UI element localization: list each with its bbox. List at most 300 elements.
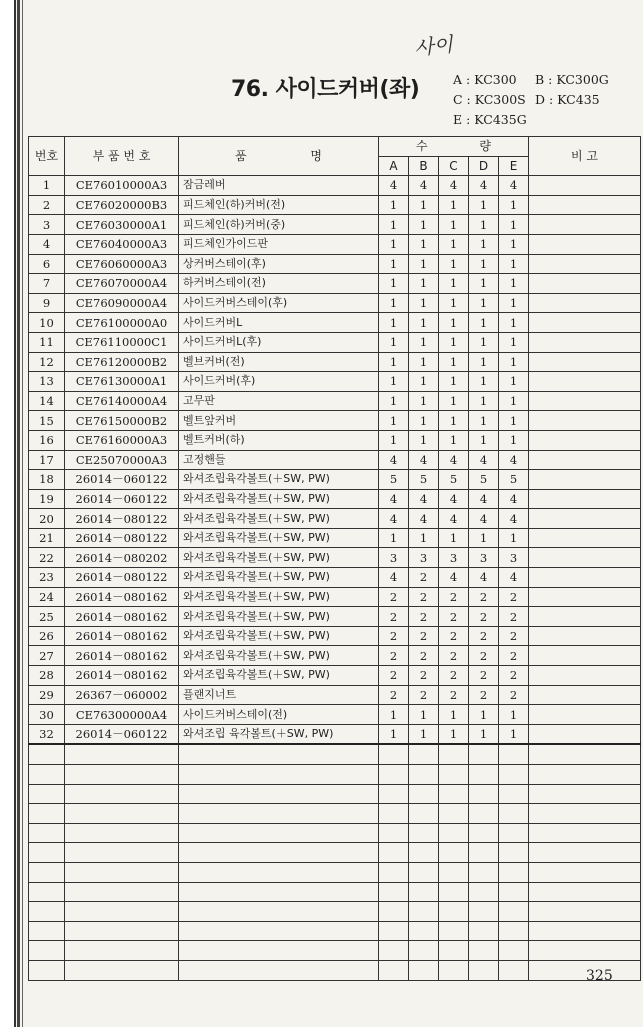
quantity-cell: 5 (499, 470, 529, 490)
empty-cell (179, 921, 379, 941)
table-row (29, 666, 641, 686)
empty-cell (65, 765, 179, 785)
empty-cell (409, 882, 439, 902)
empty-cell (529, 902, 641, 922)
parts-table-body (29, 176, 641, 980)
quantity-cell: 4 (379, 176, 409, 196)
table-row (29, 587, 641, 607)
remarks-cell (529, 293, 641, 313)
table-row (29, 411, 641, 431)
table-row (29, 313, 641, 333)
empty-cell (529, 843, 641, 863)
empty-row (29, 960, 641, 980)
header-qty-col: A (379, 156, 409, 176)
quantity-cell: 1 (499, 430, 529, 450)
row-number: 21 (29, 528, 65, 548)
table-row (29, 607, 641, 627)
empty-cell (409, 823, 439, 843)
quantity-cell: 2 (409, 587, 439, 607)
quantity-cell: 2 (439, 666, 469, 686)
quantity-cell: 2 (409, 685, 439, 705)
row-number: 6 (29, 254, 65, 274)
part-number: CE76020000B3 (65, 195, 179, 215)
empty-cell (379, 902, 409, 922)
empty-cell (439, 960, 469, 980)
part-name: 벨브커버(전) (179, 352, 379, 372)
empty-cell (179, 960, 379, 980)
part-number: 26014－080162 (65, 626, 179, 646)
quantity-cell: 4 (439, 568, 469, 588)
header-qty-col: B (409, 156, 439, 176)
quantity-cell: 1 (439, 430, 469, 450)
empty-cell (469, 882, 499, 902)
quantity-cell: 5 (409, 470, 439, 490)
empty-cell (469, 921, 499, 941)
quantity-cell: 1 (409, 391, 439, 411)
binding-edge (0, 0, 16, 1027)
remarks-cell (529, 548, 641, 568)
empty-cell (29, 902, 65, 922)
table-row (29, 450, 641, 470)
table-row (29, 332, 641, 352)
empty-cell (29, 823, 65, 843)
header-name (179, 137, 379, 176)
empty-cell (65, 941, 179, 961)
quantity-cell: 2 (499, 666, 529, 686)
row-number: 9 (29, 293, 65, 313)
table-row (29, 646, 641, 666)
empty-cell (409, 862, 439, 882)
empty-cell (469, 823, 499, 843)
quantity-cell: 4 (409, 450, 439, 470)
quantity-cell: 4 (439, 509, 469, 529)
empty-row (29, 902, 641, 922)
quantity-cell: 1 (379, 724, 409, 744)
table-row (29, 372, 641, 392)
header-no: 번호 (29, 137, 65, 176)
empty-cell (499, 765, 529, 785)
part-number: CE76030000A1 (65, 215, 179, 235)
row-number: 14 (29, 391, 65, 411)
quantity-cell: 2 (499, 587, 529, 607)
quantity-cell: 4 (439, 489, 469, 509)
table-row (29, 705, 641, 725)
part-name: 와셔조립육각볼트(＋SW, PW) (179, 626, 379, 646)
table-row (29, 528, 641, 548)
quantity-cell: 1 (409, 195, 439, 215)
row-number: 29 (29, 685, 65, 705)
table-row (29, 234, 641, 254)
remarks-cell (529, 528, 641, 548)
remarks-cell (529, 234, 641, 254)
remarks-cell (529, 352, 641, 372)
quantity-cell: 1 (409, 215, 439, 235)
quantity-cell: 1 (469, 430, 499, 450)
quantity-cell: 4 (499, 509, 529, 529)
table-row (29, 724, 641, 744)
empty-cell (65, 882, 179, 902)
quantity-cell: 2 (439, 685, 469, 705)
quantity-cell: 1 (469, 391, 499, 411)
remarks-cell (529, 587, 641, 607)
quantity-cell: 1 (439, 705, 469, 725)
remarks-cell (529, 724, 641, 744)
quantity-cell: 1 (469, 724, 499, 744)
quantity-cell: 1 (499, 705, 529, 725)
part-name: 와셔조립육각볼트(＋SW, PW) (179, 528, 379, 548)
header-qty-col: E (499, 156, 529, 176)
empty-cell (439, 882, 469, 902)
quantity-cell: 3 (379, 548, 409, 568)
page-number: 325 (586, 968, 613, 984)
table-row (29, 568, 641, 588)
quantity-cell: 1 (379, 430, 409, 450)
empty-cell (499, 843, 529, 863)
quantity-cell: 4 (409, 176, 439, 196)
quantity-cell: 1 (409, 705, 439, 725)
empty-cell (529, 804, 641, 824)
table-row (29, 509, 641, 529)
part-name: 피드체인(하)커버(전) (179, 195, 379, 215)
empty-cell (529, 765, 641, 785)
quantity-cell: 3 (439, 548, 469, 568)
empty-cell (29, 960, 65, 980)
part-name: 사이드커버스테이(전) (179, 705, 379, 725)
quantity-cell: 1 (439, 254, 469, 274)
empty-cell (29, 765, 65, 785)
quantity-cell: 4 (499, 489, 529, 509)
empty-cell (179, 862, 379, 882)
empty-cell (65, 862, 179, 882)
quantity-cell: 2 (409, 568, 439, 588)
remarks-cell (529, 372, 641, 392)
quantity-cell: 4 (469, 568, 499, 588)
quantity-cell: 2 (409, 626, 439, 646)
part-number: CE76160000A3 (65, 430, 179, 450)
part-number: CE76100000A0 (65, 313, 179, 333)
header-qty-1: 수 (415, 139, 428, 154)
quantity-cell: 1 (499, 195, 529, 215)
quantity-cell: 4 (409, 509, 439, 529)
part-name: 상커버스테이(후) (179, 254, 379, 274)
empty-cell (179, 784, 379, 804)
quantity-cell: 4 (469, 176, 499, 196)
quantity-cell: 4 (379, 489, 409, 509)
handwritten-note: 사이 (413, 32, 454, 60)
parts-table (28, 136, 641, 981)
header-name-1: 품 (234, 149, 247, 164)
row-number: 25 (29, 607, 65, 627)
empty-row (29, 843, 641, 863)
part-number: 26014－060122 (65, 724, 179, 744)
quantity-cell: 1 (409, 313, 439, 333)
empty-cell (65, 902, 179, 922)
remarks-cell (529, 470, 641, 490)
quantity-cell: 1 (469, 411, 499, 431)
part-name: 와셔조립육각볼트(＋SW, PW) (179, 646, 379, 666)
quantity-cell: 1 (469, 234, 499, 254)
empty-cell (379, 882, 409, 902)
part-name: 와셔조립육각볼트(＋SW, PW) (179, 587, 379, 607)
empty-cell (439, 784, 469, 804)
quantity-cell: 1 (469, 293, 499, 313)
quantity-cell: 1 (379, 234, 409, 254)
model-e: E : KC435G (453, 112, 527, 127)
empty-cell (469, 804, 499, 824)
quantity-cell: 1 (409, 372, 439, 392)
quantity-cell: 1 (469, 215, 499, 235)
quantity-cell: 2 (379, 607, 409, 627)
remarks-cell (529, 509, 641, 529)
part-name: 와셔조립육각볼트(＋SW, PW) (179, 489, 379, 509)
part-name: 와셔조립육각볼트(＋SW, PW) (179, 470, 379, 490)
table-row (29, 470, 641, 490)
quantity-cell: 1 (379, 411, 409, 431)
part-name: 피드체인(하)커버(중) (179, 215, 379, 235)
part-name: 벨트커버(하) (179, 430, 379, 450)
quantity-cell: 1 (499, 724, 529, 744)
empty-cell (499, 941, 529, 961)
quantity-cell: 4 (469, 450, 499, 470)
row-number: 28 (29, 666, 65, 686)
part-name: 고무판 (179, 391, 379, 411)
empty-cell (179, 882, 379, 902)
quantity-cell: 2 (439, 607, 469, 627)
part-number: CE76120000B2 (65, 352, 179, 372)
row-number: 17 (29, 450, 65, 470)
quantity-cell: 1 (379, 705, 409, 725)
header-qty-2: 량 (479, 139, 491, 154)
header-qty-col: C (439, 156, 469, 176)
empty-row (29, 921, 641, 941)
remarks-cell (529, 646, 641, 666)
row-number: 7 (29, 274, 65, 294)
remarks-cell (529, 450, 641, 470)
remarks-cell (529, 666, 641, 686)
table-row (29, 195, 641, 215)
empty-cell (409, 804, 439, 824)
model-c: C : KC300S (453, 92, 526, 107)
empty-cell (499, 804, 529, 824)
empty-cell (179, 843, 379, 863)
table-row (29, 352, 641, 372)
quantity-cell: 1 (499, 332, 529, 352)
quantity-cell: 1 (379, 313, 409, 333)
table-row (29, 254, 641, 274)
binding-line (17, 0, 20, 1027)
quantity-cell: 1 (409, 234, 439, 254)
table-row (29, 685, 641, 705)
empty-cell (439, 921, 469, 941)
part-name: 잠금레버 (179, 176, 379, 196)
empty-cell (179, 765, 379, 785)
empty-cell (439, 902, 469, 922)
part-number: CE76130000A1 (65, 372, 179, 392)
table-row (29, 489, 641, 509)
remarks-cell (529, 607, 641, 627)
quantity-cell: 2 (409, 607, 439, 627)
quantity-cell: 1 (439, 234, 469, 254)
part-number: 26014－080162 (65, 587, 179, 607)
row-number: 19 (29, 489, 65, 509)
quantity-cell: 4 (469, 509, 499, 529)
row-number: 3 (29, 215, 65, 235)
quantity-cell: 1 (499, 254, 529, 274)
empty-cell (529, 744, 641, 764)
empty-cell (529, 823, 641, 843)
quantity-cell: 3 (469, 548, 499, 568)
remarks-cell (529, 411, 641, 431)
part-name: 고정핸들 (179, 450, 379, 470)
part-name: 와셔조립육각볼트(＋SW, PW) (179, 666, 379, 686)
empty-cell (379, 921, 409, 941)
quantity-cell: 2 (469, 607, 499, 627)
quantity-cell: 5 (439, 470, 469, 490)
remarks-cell (529, 274, 641, 294)
quantity-cell: 1 (409, 274, 439, 294)
remarks-cell (529, 705, 641, 725)
empty-row (29, 744, 641, 764)
quantity-cell: 1 (499, 411, 529, 431)
remarks-cell (529, 568, 641, 588)
quantity-cell: 4 (439, 450, 469, 470)
empty-cell (529, 784, 641, 804)
empty-cell (179, 902, 379, 922)
table-row (29, 293, 641, 313)
empty-row (29, 862, 641, 882)
quantity-cell: 1 (499, 528, 529, 548)
empty-cell (409, 843, 439, 863)
quantity-cell: 1 (439, 313, 469, 333)
quantity-cell: 5 (469, 470, 499, 490)
empty-row (29, 823, 641, 843)
empty-cell (529, 960, 641, 980)
empty-cell (379, 784, 409, 804)
part-number: CE76070000A4 (65, 274, 179, 294)
empty-cell (499, 823, 529, 843)
empty-cell (179, 823, 379, 843)
empty-cell (379, 843, 409, 863)
empty-cell (65, 843, 179, 863)
remarks-cell (529, 391, 641, 411)
quantity-cell: 2 (469, 587, 499, 607)
quantity-cell: 1 (469, 195, 499, 215)
quantity-cell: 2 (469, 685, 499, 705)
quantity-cell: 1 (439, 195, 469, 215)
empty-cell (499, 744, 529, 764)
part-number: CE76010000A3 (65, 176, 179, 196)
empty-cell (29, 882, 65, 902)
empty-cell (65, 921, 179, 941)
empty-cell (409, 744, 439, 764)
quantity-cell: 4 (499, 176, 529, 196)
empty-cell (499, 862, 529, 882)
part-name: 와셔조립육각볼트(＋SW, PW) (179, 509, 379, 529)
table-row (29, 176, 641, 196)
remarks-cell (529, 685, 641, 705)
quantity-cell: 1 (439, 411, 469, 431)
part-name: 와셔조립육각볼트(＋SW, PW) (179, 607, 379, 627)
empty-cell (469, 744, 499, 764)
quantity-cell: 2 (409, 646, 439, 666)
empty-cell (469, 765, 499, 785)
empty-cell (29, 843, 65, 863)
quantity-cell: 1 (379, 293, 409, 313)
empty-cell (439, 941, 469, 961)
quantity-cell: 2 (409, 666, 439, 686)
row-number: 18 (29, 470, 65, 490)
header-quantity (379, 137, 529, 157)
quantity-cell: 2 (499, 626, 529, 646)
row-number: 26 (29, 626, 65, 646)
quantity-cell: 2 (499, 607, 529, 627)
empty-cell (409, 784, 439, 804)
page-title: 76. 사이드커버(좌) (231, 77, 420, 102)
part-name: 피드체인가이드판 (179, 234, 379, 254)
empty-cell (29, 784, 65, 804)
empty-cell (409, 902, 439, 922)
quantity-cell: 1 (439, 391, 469, 411)
quantity-cell: 1 (499, 234, 529, 254)
part-number: CE76060000A3 (65, 254, 179, 274)
quantity-cell: 2 (499, 685, 529, 705)
empty-cell (499, 882, 529, 902)
empty-cell (409, 765, 439, 785)
empty-cell (379, 823, 409, 843)
empty-cell (469, 902, 499, 922)
empty-cell (179, 804, 379, 824)
empty-cell (469, 862, 499, 882)
empty-cell (29, 921, 65, 941)
quantity-cell: 1 (409, 352, 439, 372)
empty-cell (29, 804, 65, 824)
row-number: 2 (29, 195, 65, 215)
quantity-cell: 1 (379, 352, 409, 372)
quantity-cell: 4 (379, 450, 409, 470)
empty-cell (529, 882, 641, 902)
part-name: 와셔조립육각볼트(＋SW, PW) (179, 548, 379, 568)
part-number: CE25070000A3 (65, 450, 179, 470)
empty-cell (379, 765, 409, 785)
quantity-cell: 1 (409, 293, 439, 313)
quantity-cell: 1 (469, 313, 499, 333)
empty-cell (29, 862, 65, 882)
part-name: 사이드커버L (179, 313, 379, 333)
row-number: 12 (29, 352, 65, 372)
table-row (29, 215, 641, 235)
remarks-cell (529, 195, 641, 215)
empty-cell (179, 941, 379, 961)
empty-cell (469, 784, 499, 804)
part-number: 26367－060002 (65, 685, 179, 705)
empty-cell (379, 960, 409, 980)
quantity-cell: 1 (469, 254, 499, 274)
quantity-cell: 2 (379, 646, 409, 666)
empty-cell (379, 804, 409, 824)
row-number: 30 (29, 705, 65, 725)
part-name: 와셔조립육각볼트(＋SW, PW) (179, 568, 379, 588)
quantity-cell: 1 (499, 215, 529, 235)
quantity-cell: 1 (379, 528, 409, 548)
part-number: 26014－080202 (65, 548, 179, 568)
quantity-cell: 1 (499, 352, 529, 372)
quantity-cell: 2 (439, 626, 469, 646)
empty-row (29, 941, 641, 961)
quantity-cell: 1 (499, 391, 529, 411)
row-number: 4 (29, 234, 65, 254)
model-a: A : KC300 (453, 72, 517, 87)
table-row (29, 274, 641, 294)
